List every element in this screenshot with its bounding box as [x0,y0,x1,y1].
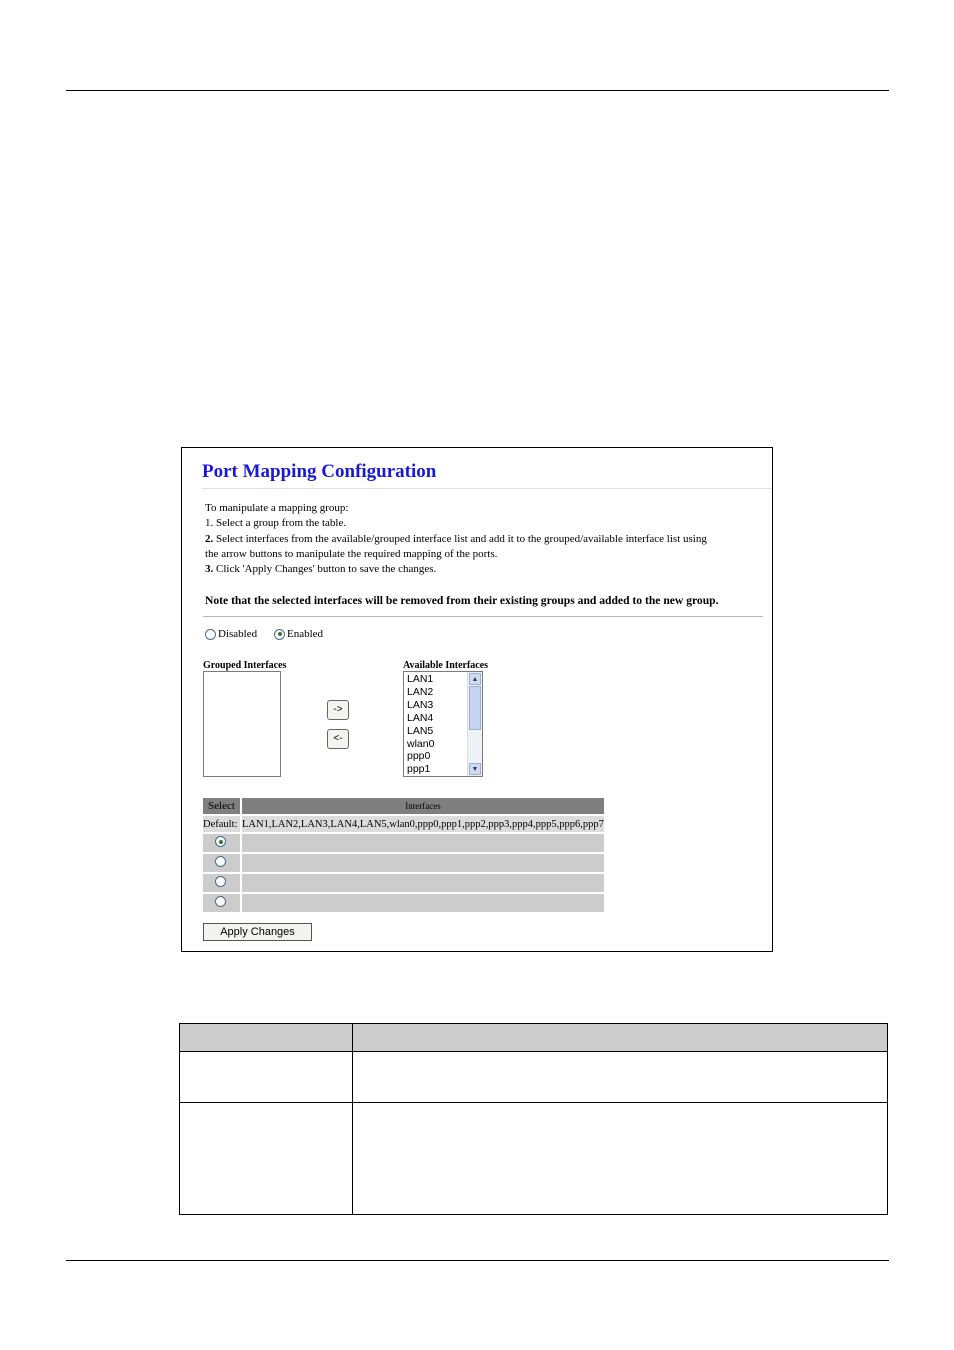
scrollbar[interactable] [467,672,482,776]
page-title: Port Mapping Configuration [202,461,437,482]
table-row [203,834,604,852]
available-items [407,673,434,776]
step-number: 2. [205,533,214,545]
interfaces-cell [240,894,604,912]
interfaces-column-header: Interfaces [240,798,604,814]
select-column-header: Select [203,798,240,814]
add-interface-button[interactable]: -> [327,700,349,720]
scroll-up-icon[interactable]: ▲ [469,673,481,685]
select-cell [203,834,240,852]
group-radio[interactable] [215,896,226,907]
default-interfaces: LAN1,LAN2,LAN3,LAN4,LAN5,wlan0,ppp0,ppp1,ppp2,ppp3,ppp4,ppp5,ppp6,ppp7 [240,816,604,832]
footer-rule [66,1260,889,1261]
step-number: 3. [205,563,214,575]
list-item[interactable]: LAN3 [407,698,434,711]
disabled-label: Disabled [218,628,258,640]
default-label: Default: [203,816,240,832]
table-row [203,894,604,912]
instruction-step-3 [205,562,436,576]
enabled-option[interactable] [274,628,323,640]
table-row [180,1103,888,1215]
scroll-thumb[interactable] [469,686,481,730]
interfaces-cell [240,874,604,892]
note-text: Note that the selected interfaces will be removed from their existing groups and added to the new group. [205,594,719,607]
list-item[interactable]: LAN4 [407,711,434,724]
select-cell [203,874,240,892]
table-row [203,816,604,832]
description-column-header [353,1024,888,1052]
group-radio[interactable] [215,856,226,867]
enabled-radio[interactable] [274,629,285,640]
note-divider [203,616,763,617]
list-item[interactable]: LAN2 [407,685,434,698]
field-cell [180,1103,353,1215]
port-mapping-screenshot [181,447,773,952]
grouped-interfaces-list[interactable] [203,671,281,777]
table-header [180,1024,888,1052]
step-text: Select interfaces from the available/grouped interface list and add it to the grouped/available interface list using [213,533,707,545]
table-row [180,1052,888,1103]
available-interfaces-list[interactable] [403,671,483,777]
list-item[interactable]: LAN1 [407,673,434,685]
interfaces-cell [240,854,604,872]
field-column-header [180,1024,353,1052]
step-number: 1. [205,517,214,529]
interfaces-cell [240,834,604,852]
table-header [203,798,604,814]
description-cell [353,1052,888,1103]
available-interfaces-label: Available Interfaces [403,660,489,671]
table-row [203,854,604,872]
list-item[interactable]: LAN5 [407,724,434,737]
apply-changes-button[interactable]: Apply Changes [203,923,312,941]
title-divider [202,488,772,489]
disabled-option[interactable] [205,628,257,640]
description-table [179,1023,888,1215]
scroll-down-icon[interactable]: ▼ [469,763,481,775]
remove-interface-button[interactable]: <- [327,729,349,749]
field-cell [180,1052,353,1103]
header-rule [66,90,889,91]
table-row [203,874,604,892]
instruction-step-2 [205,532,707,546]
step-text: Select a group from the table. [213,517,347,529]
step-text: Click 'Apply Changes' button to save the changes. [213,563,437,575]
group-radio[interactable] [215,876,226,887]
grouped-interfaces-label: Grouped Interfaces [203,660,287,671]
description-cell [353,1103,888,1215]
list-item[interactable]: ppp1 [407,763,431,776]
enabled-label: Enabled [287,628,324,640]
group-radio[interactable] [215,836,226,847]
select-cell [203,894,240,912]
instruction-step-2-continued: the arrow buttons to manipulate the required mapping of the ports. [205,548,498,560]
disabled-radio[interactable] [205,629,216,640]
select-cell [203,854,240,872]
list-item[interactable]: ppp0 [407,750,431,763]
mapping-groups-table [203,796,604,914]
instructions-intro: To manipulate a mapping group: [205,502,349,514]
list-item[interactable]: wlan0 [407,737,435,750]
instruction-step-1 [205,516,346,530]
